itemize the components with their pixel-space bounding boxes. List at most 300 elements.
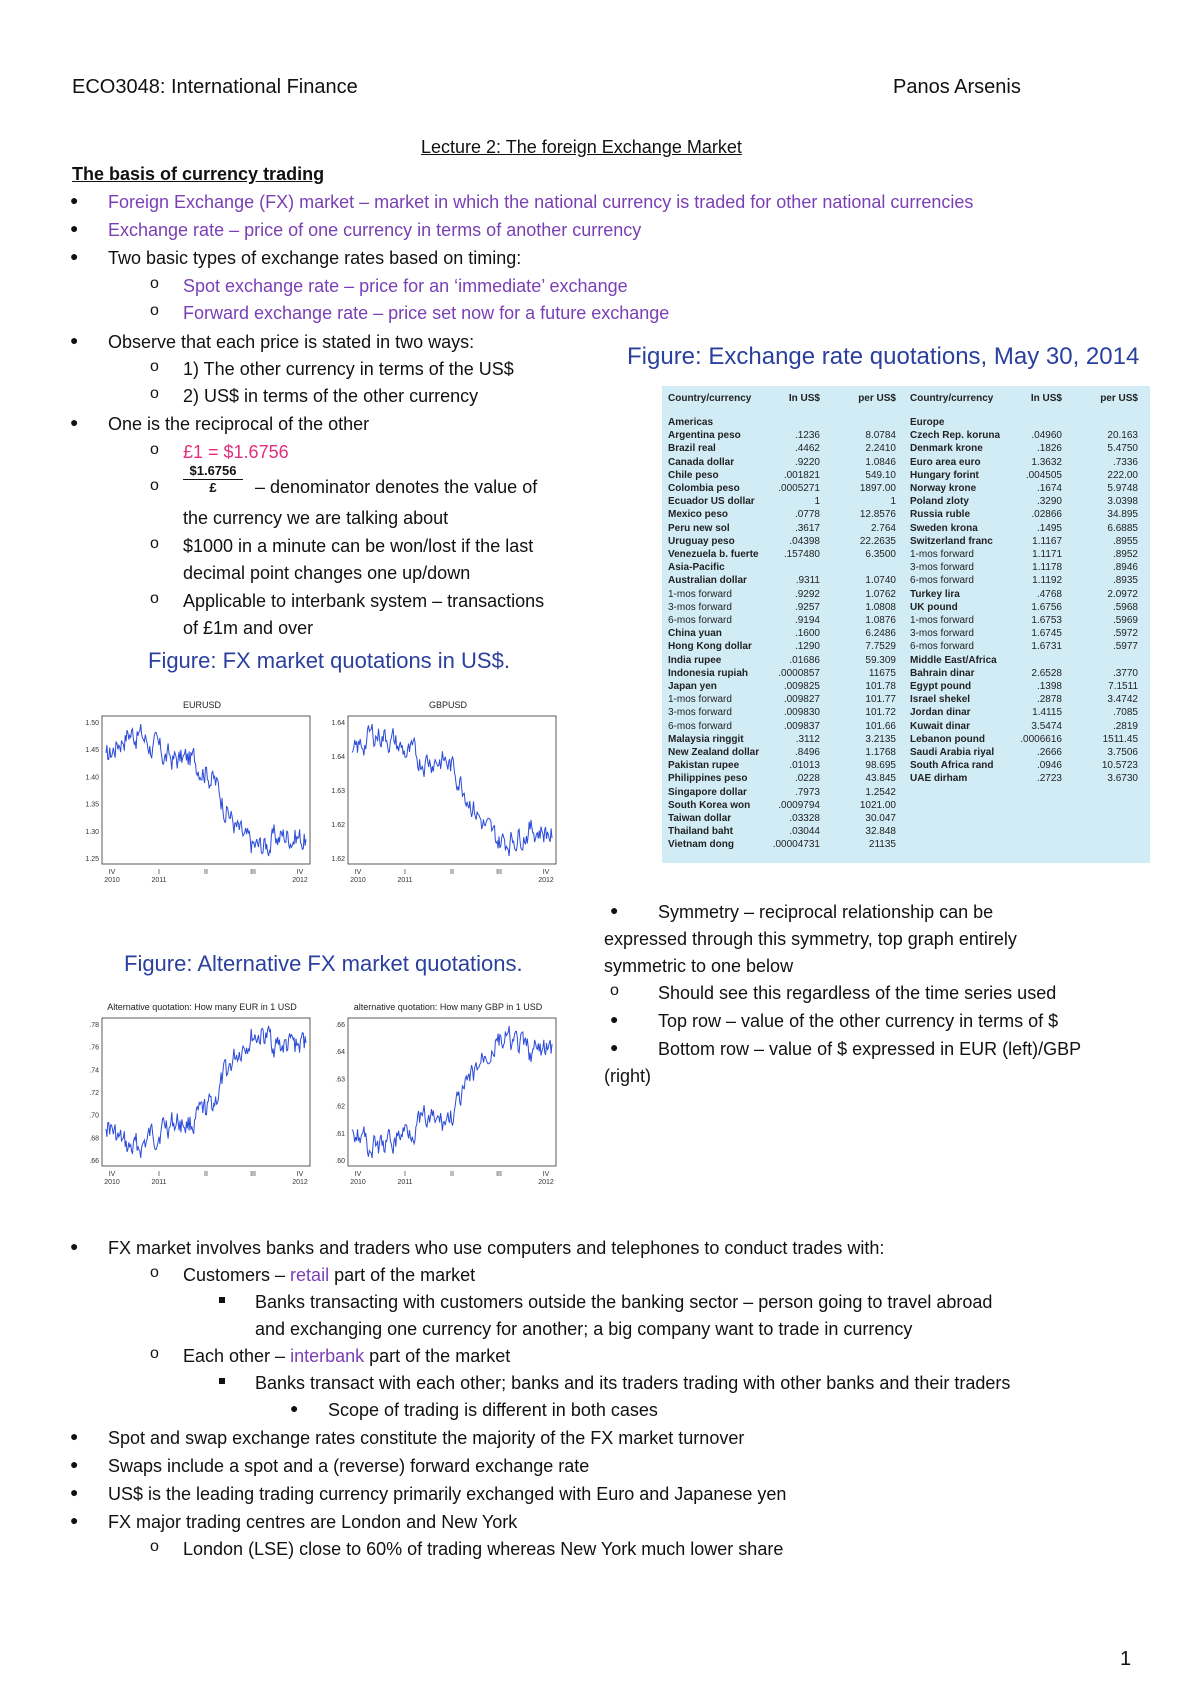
bullet-dot: ● bbox=[70, 414, 79, 430]
y-tick-label: .76 bbox=[89, 1044, 99, 1052]
table-currency: 1-mos forward bbox=[910, 615, 974, 626]
table-value-in-usd: 1.1178 bbox=[1032, 562, 1062, 574]
bullet-banks-customers-1: Banks transacting with customers outside the banking sector – person going to travel abroad bbox=[255, 1292, 993, 1312]
table-value-in-usd: .1398 bbox=[1036, 681, 1062, 692]
sub-bullet: o bbox=[150, 275, 159, 292]
table-value-per-usd: 22.2635 bbox=[859, 535, 896, 547]
y-tick-label: 1.50 bbox=[85, 720, 99, 727]
figure-title: Figure: Alternative FX market quotations. bbox=[124, 951, 523, 976]
table-value-in-usd: .2666 bbox=[1036, 747, 1062, 758]
table-value-per-usd: 6.3500 bbox=[865, 549, 896, 560]
table-value-per-usd: .2819 bbox=[1112, 720, 1138, 732]
bullet-dot: ● bbox=[70, 192, 79, 208]
table-value-per-usd: 5.4750 bbox=[1107, 443, 1138, 455]
sub-bullet: o bbox=[150, 477, 159, 494]
table-value-per-usd: 1.0808 bbox=[865, 601, 896, 613]
table-value-in-usd: .2878 bbox=[1036, 694, 1062, 706]
y-tick-label: 1.62 bbox=[331, 822, 345, 829]
bullet-dot: ● bbox=[70, 1484, 79, 1500]
x-tick-label: 2012 bbox=[292, 877, 308, 884]
table-currency: Ecuador US dollar bbox=[668, 496, 755, 508]
y-tick-label: .66 bbox=[335, 1022, 345, 1029]
table-value-per-usd: 32.848 bbox=[865, 826, 896, 838]
table-value-in-usd: .1826 bbox=[1036, 443, 1062, 455]
table-value-in-usd: .01686 bbox=[789, 654, 820, 666]
table-currency: Pakistan rupee bbox=[668, 760, 740, 772]
table-currency: South Korea won bbox=[668, 799, 751, 811]
table-currency: Peru new sol bbox=[668, 522, 730, 534]
table-currency: China yuan bbox=[668, 628, 722, 640]
table-value-in-usd: .9220 bbox=[794, 456, 820, 468]
symmetry-bottom-row: Bottom row – value of $ expressed in EUR (left)/GBP bbox=[658, 1039, 1082, 1059]
table-currency: Vietnam dong bbox=[668, 839, 734, 851]
bullet-two-ways: Observe that each price is stated in two ways: bbox=[108, 332, 475, 352]
table-value-in-usd: .0228 bbox=[794, 773, 820, 785]
bullet-denominator-line2: the currency we are talking about bbox=[183, 508, 449, 528]
table-currency: Japan yen bbox=[668, 681, 717, 692]
table-currency: 3-mos forward bbox=[910, 562, 974, 574]
bullet-customers bbox=[183, 1264, 475, 1286]
x-tick-label: I bbox=[404, 869, 406, 876]
table-currency: Singapore dollar bbox=[668, 786, 747, 798]
y-tick-label: 1.64 bbox=[331, 754, 345, 761]
table-currency: 6-mos forward bbox=[910, 575, 974, 587]
table-header: Country/currency bbox=[668, 393, 752, 404]
x-tick-label: 2010 bbox=[104, 877, 120, 884]
bullet-1000-line2: decimal point changes one up/down bbox=[183, 563, 471, 583]
table-currency: 3-mos forward bbox=[668, 707, 732, 719]
sub-bullet: o bbox=[150, 590, 159, 607]
bullet-forward-rate: Forward exchange rate – price set now for a future exchange bbox=[183, 303, 670, 323]
symmetry-bottom-row-cont: (right) bbox=[604, 1066, 652, 1086]
x-tick-label: 2010 bbox=[350, 877, 366, 884]
sub-bullet: o bbox=[150, 1264, 159, 1281]
table-currency: 6-mos forward bbox=[668, 720, 732, 732]
table-value-per-usd: 3.2135 bbox=[865, 733, 896, 745]
table-value-in-usd: 1 bbox=[814, 496, 820, 508]
bullet-fx-involves: FX market involves banks and traders who use computers and telephones to conduct trades with: bbox=[108, 1238, 885, 1258]
table-value-in-usd: .04398 bbox=[789, 535, 820, 547]
y-tick-label: 1.45 bbox=[85, 747, 99, 755]
table-value-per-usd: 1.0846 bbox=[865, 456, 896, 468]
table-currency: 3-mos forward bbox=[910, 628, 974, 640]
figure-title: Figure: Exchange rate quotations, May 30, 2014 bbox=[627, 343, 1140, 370]
table-value-per-usd: 1 bbox=[890, 496, 896, 508]
x-tick-label: IV bbox=[296, 869, 304, 876]
sub-bullet: o bbox=[150, 441, 159, 458]
y-tick-label: .68 bbox=[89, 1135, 99, 1143]
bullet-dot: ● bbox=[290, 1400, 299, 1416]
table-value-in-usd: .1600 bbox=[794, 628, 820, 640]
table-value-in-usd: .03328 bbox=[789, 813, 820, 824]
sub-bullet: o bbox=[150, 358, 159, 375]
bullet-trading-centres: FX major trading centres are London and New York bbox=[108, 1512, 518, 1532]
y-tick-label: .78 bbox=[89, 1022, 99, 1029]
table-value-in-usd: .9292 bbox=[794, 588, 820, 600]
bullet-dot: ● bbox=[610, 1011, 619, 1027]
table-value-per-usd: 549.10 bbox=[865, 469, 896, 481]
table-currency: 1-mos forward bbox=[668, 694, 732, 706]
table-currency: Denmark krone bbox=[910, 443, 983, 455]
table-currency: Euro area euro bbox=[910, 456, 981, 468]
bullet-exchange-rate: Exchange rate – price of one currency in terms of another currency bbox=[108, 220, 642, 240]
table-value-per-usd: 1.0876 bbox=[865, 615, 896, 626]
bullet-dot: ● bbox=[70, 220, 79, 236]
table-header: Country/currency bbox=[910, 393, 994, 404]
table-value-in-usd: .00004731 bbox=[772, 839, 820, 851]
table-value-in-usd: .009837 bbox=[783, 720, 820, 732]
table-value-in-usd: 1.1171 bbox=[1032, 549, 1062, 560]
x-tick-label: 2011 bbox=[397, 1179, 413, 1186]
table-currency: Kuwait dinar bbox=[910, 720, 971, 732]
bullet-reciprocal: One is the reciprocal of the other bbox=[108, 414, 370, 434]
table-value-per-usd: .5972 bbox=[1112, 628, 1138, 640]
x-tick-label: II bbox=[204, 869, 208, 876]
table-section: Europe bbox=[910, 417, 945, 428]
table-value-per-usd: 101.78 bbox=[865, 681, 896, 692]
bullet-dot: ● bbox=[610, 902, 619, 918]
table-currency: Uruguay peso bbox=[668, 535, 735, 547]
table-value-in-usd: .001821 bbox=[783, 469, 820, 481]
table-value-in-usd: .8496 bbox=[794, 747, 820, 758]
table-value-in-usd: 1.6731 bbox=[1031, 641, 1062, 653]
bullet-denominator-line1: – denominator denotes the value of bbox=[255, 477, 538, 497]
table-currency: Hong Kong dollar bbox=[668, 641, 752, 653]
bullet-fx-market: Foreign Exchange (FX) market – market in which the national currency is traded for other national currencies bbox=[108, 192, 974, 212]
table-currency: Egypt pound bbox=[910, 681, 972, 692]
table-value-per-usd: 10.5723 bbox=[1101, 760, 1138, 772]
table-currency: Colombia peso bbox=[668, 483, 740, 494]
table-value-per-usd: 3.4742 bbox=[1107, 694, 1138, 706]
table-value-in-usd: .04960 bbox=[1031, 430, 1062, 442]
x-tick-label: IV bbox=[296, 1171, 304, 1178]
table-value-in-usd: 1.1167 bbox=[1032, 535, 1062, 547]
x-tick-label: IV bbox=[108, 869, 116, 876]
table-value-per-usd: 34.895 bbox=[1107, 509, 1138, 521]
table-header: In US$ bbox=[788, 393, 820, 404]
bullet-banks-customers-2: and exchanging one currency for another; a big company want to trade in currency bbox=[255, 1319, 913, 1339]
square-bullet bbox=[219, 1297, 225, 1303]
symmetry-regardless: Should see this regardless of the time series used bbox=[658, 983, 1057, 1003]
fx-quotations-charts bbox=[78, 698, 578, 882]
table-value-in-usd: .157480 bbox=[783, 549, 820, 560]
table-currency: Philippines peso bbox=[668, 773, 748, 785]
customers-label: Customers – bbox=[183, 1265, 291, 1285]
symmetry-line1: Symmetry – reciprocal relationship can be bbox=[658, 902, 994, 922]
bullet-dot: ● bbox=[70, 1428, 79, 1444]
y-tick-label: 1.30 bbox=[85, 828, 99, 836]
table-value-per-usd: 98.695 bbox=[865, 760, 896, 772]
table-value-in-usd: .3112 bbox=[795, 733, 820, 745]
table-currency: 6-mos forward bbox=[910, 641, 974, 653]
square-bullet bbox=[219, 1378, 225, 1384]
bullet-london-share: London (LSE) close to 60% of trading whereas New York much lower share bbox=[183, 1539, 784, 1559]
table-value-in-usd: .03044 bbox=[789, 826, 820, 838]
table-currency: South Africa rand bbox=[910, 760, 994, 772]
each-other-label: Each other – bbox=[183, 1346, 291, 1366]
table-value-per-usd: 1511.45 bbox=[1102, 733, 1138, 745]
table-value-in-usd: 2.6528 bbox=[1031, 667, 1062, 679]
table-currency: Venezuela b. fuerte bbox=[668, 549, 759, 560]
table-value-per-usd: 21135 bbox=[868, 839, 896, 851]
chart-title: EURUSD bbox=[182, 700, 222, 710]
x-tick-label: 2012 bbox=[538, 877, 554, 884]
table-header: per US$ bbox=[1100, 393, 1138, 404]
table-currency: Sweden krona bbox=[910, 522, 978, 534]
table-value-per-usd: 20.163 bbox=[1107, 430, 1138, 442]
table-value-in-usd: .0946 bbox=[1036, 760, 1062, 772]
table-value-in-usd: .9194 bbox=[794, 615, 820, 626]
sub-bullet: o bbox=[610, 982, 619, 999]
x-tick-label: I bbox=[158, 1171, 160, 1178]
table-value-in-usd: .1236 bbox=[794, 430, 820, 442]
symmetry-line3: symmetric to one below bbox=[604, 956, 794, 976]
table-value-per-usd: 43.845 bbox=[865, 773, 896, 785]
table-currency: Canada dollar bbox=[668, 456, 735, 468]
table-value-in-usd: .3617 bbox=[794, 522, 820, 534]
table-value-in-usd: .4462 bbox=[794, 443, 820, 455]
y-tick-label: .62 bbox=[335, 1103, 345, 1111]
chart-title: alternative quotation: How many GBP in 1 USD bbox=[353, 1002, 543, 1012]
table-value-per-usd: 3.6730 bbox=[1107, 773, 1138, 785]
table-value-per-usd: .7336 bbox=[1112, 456, 1138, 468]
x-tick-label: II bbox=[450, 1171, 454, 1178]
table-value-per-usd: 5.9748 bbox=[1107, 483, 1138, 494]
x-tick-label: II bbox=[450, 869, 454, 876]
table-currency: Hungary forint bbox=[910, 469, 979, 481]
table-currency: Turkey lira bbox=[910, 588, 960, 600]
table-value-in-usd: .4768 bbox=[1036, 588, 1062, 600]
table-value-per-usd: 6.6885 bbox=[1107, 522, 1138, 534]
table-value-in-usd: 1.1192 bbox=[1032, 575, 1062, 587]
chart-title: GBPUSD bbox=[428, 700, 468, 710]
author-name: Panos Arsenis bbox=[893, 76, 1021, 98]
fraction-numerator: $1.6756 bbox=[183, 463, 243, 480]
table-currency: Saudi Arabia riyal bbox=[910, 747, 995, 758]
table-currency: 1-mos forward bbox=[668, 588, 732, 600]
table-value-per-usd: .5969 bbox=[1112, 615, 1138, 626]
table-currency: Taiwan dollar bbox=[668, 813, 732, 824]
table-currency: 3-mos forward bbox=[668, 601, 732, 613]
bullet-swaps: Swaps include a spot and a (reverse) forward exchange rate bbox=[108, 1456, 590, 1476]
bullet-two-types: Two basic types of exchange rates based on timing: bbox=[108, 248, 522, 268]
table-value-per-usd: 1.0762 bbox=[865, 588, 896, 600]
table-currency: Chile peso bbox=[668, 469, 719, 481]
figure-title: Figure: FX market quotations in US$. bbox=[148, 648, 510, 673]
table-value-per-usd: 12.8576 bbox=[859, 509, 896, 521]
x-tick-label: II bbox=[204, 1171, 208, 1178]
y-tick-label: 1.63 bbox=[331, 788, 345, 795]
table-section: Middle East/Africa bbox=[910, 654, 997, 666]
sub-bullet: o bbox=[150, 535, 159, 552]
table-currency: Mexico peso bbox=[668, 509, 729, 521]
table-value-in-usd: .009825 bbox=[783, 681, 820, 692]
table-header: per US$ bbox=[858, 393, 896, 404]
table-currency: UK pound bbox=[910, 601, 958, 613]
x-tick-label: IV bbox=[542, 1171, 550, 1178]
section-heading: The basis of currency trading bbox=[72, 164, 325, 184]
table-value-per-usd: 1.0740 bbox=[865, 575, 896, 587]
y-tick-label: .66 bbox=[89, 1158, 99, 1165]
x-tick-label: I bbox=[404, 1171, 406, 1178]
table-currency: Malaysia ringgit bbox=[668, 733, 744, 745]
bullet-way-2: 2) US$ in terms of the other currency bbox=[183, 386, 479, 406]
table-currency: Brazil real bbox=[668, 443, 716, 455]
x-tick-label: III bbox=[496, 869, 502, 876]
table-value-in-usd: .9311 bbox=[795, 575, 820, 587]
table-currency: Czech Rep. koruna bbox=[910, 430, 1001, 442]
y-tick-label: 1.40 bbox=[85, 774, 99, 782]
table-value-in-usd: 1.3632 bbox=[1031, 456, 1062, 468]
table-value-per-usd: .8935 bbox=[1112, 575, 1138, 587]
y-tick-label: 1.62 bbox=[331, 856, 345, 863]
table-currency: Indonesia rupiah bbox=[668, 667, 749, 679]
x-tick-label: IV bbox=[108, 1171, 116, 1178]
table-value-per-usd: 222.00 bbox=[1107, 469, 1138, 481]
bullet-dot: ● bbox=[70, 248, 79, 264]
table-section: Asia-Pacific bbox=[668, 562, 725, 574]
y-tick-label: .72 bbox=[89, 1090, 99, 1097]
table-value-per-usd: 101.72 bbox=[865, 707, 896, 719]
table-value-in-usd: .004505 bbox=[1025, 469, 1062, 481]
x-tick-label: 2012 bbox=[538, 1179, 554, 1186]
table-value-per-usd: 30.047 bbox=[865, 813, 896, 824]
symmetry-line2: expressed through this symmetry, top graph entirely bbox=[604, 929, 1017, 949]
bullet-dot: ● bbox=[610, 1039, 619, 1055]
x-tick-label: 2010 bbox=[350, 1179, 366, 1186]
table-value-in-usd: .0778 bbox=[794, 509, 820, 521]
table-value-per-usd: 7.7529 bbox=[865, 641, 896, 653]
table-value-in-usd: .009827 bbox=[783, 694, 820, 706]
alt-quotations-charts bbox=[78, 1000, 578, 1186]
x-tick-label: III bbox=[496, 1171, 502, 1178]
x-tick-label: 2011 bbox=[151, 1179, 167, 1186]
bullet-usd-leading: US$ is the leading trading currency primarily exchanged with Euro and Japanese yen bbox=[108, 1484, 787, 1504]
page-number: 1 bbox=[1120, 1648, 1132, 1670]
each-other-suffix: part of the market bbox=[364, 1346, 511, 1366]
customers-suffix: part of the market bbox=[329, 1265, 476, 1285]
x-tick-label: I bbox=[158, 869, 160, 876]
table-currency: Israel shekel bbox=[910, 694, 971, 706]
table-value-per-usd: 2.2410 bbox=[865, 443, 896, 455]
x-tick-label: 2011 bbox=[151, 877, 167, 884]
table-currency: 1-mos forward bbox=[910, 549, 974, 560]
table-section: Americas bbox=[668, 417, 714, 428]
y-tick-label: .64 bbox=[335, 1049, 345, 1057]
table-value-per-usd: 2.0972 bbox=[1107, 588, 1138, 600]
bullet-spot-rate: Spot exchange rate – price for an ‘immediate’ exchange bbox=[183, 276, 628, 296]
table-value-per-usd: .7085 bbox=[1112, 707, 1138, 719]
table-value-per-usd: 1897.00 bbox=[859, 483, 896, 494]
table-value-in-usd: 3.5474 bbox=[1031, 720, 1062, 732]
fx-quotations-svg bbox=[78, 698, 578, 882]
table-value-in-usd: 1.6745 bbox=[1031, 628, 1062, 640]
exchange-rate-table bbox=[662, 386, 1150, 863]
chart-title: Alternative quotation: How many EUR in 1 USD bbox=[107, 1002, 297, 1012]
bullet-1000-line1: $1000 in a minute can be won/lost if the last bbox=[183, 536, 534, 556]
table-value-in-usd: .0005271 bbox=[778, 483, 820, 494]
retail-highlight: retail bbox=[290, 1265, 330, 1285]
y-tick-label: .63 bbox=[335, 1076, 345, 1084]
table-header: In US$ bbox=[1030, 393, 1062, 404]
table-value-per-usd: 101.66 bbox=[865, 720, 896, 732]
table-value-in-usd: .1674 bbox=[1036, 483, 1062, 494]
table-value-in-usd: .009830 bbox=[783, 707, 820, 719]
table-currency: Poland zloty bbox=[910, 496, 969, 508]
sub-bullet: o bbox=[150, 1538, 159, 1555]
sub-bullet: o bbox=[150, 1345, 159, 1362]
symmetry-top-row: Top row – value of the other currency in terms of $ bbox=[658, 1011, 1059, 1031]
table-value-in-usd: .3290 bbox=[1036, 496, 1062, 508]
fraction bbox=[183, 463, 243, 495]
x-tick-label: IV bbox=[354, 869, 362, 876]
table-value-per-usd: .8952 bbox=[1112, 549, 1138, 560]
bullet-scope: Scope of trading is different in both cases bbox=[328, 1400, 658, 1420]
table-value-in-usd: .0006616 bbox=[1020, 733, 1062, 745]
bullet-dot: ● bbox=[70, 1238, 79, 1254]
y-tick-label: 1.64 bbox=[331, 720, 345, 727]
table-currency: Lebanon pound bbox=[910, 733, 985, 745]
table-currency: New Zealand dollar bbox=[668, 747, 760, 758]
table-value-per-usd: 11675 bbox=[868, 667, 896, 679]
y-tick-label: 1.35 bbox=[85, 801, 99, 809]
bullet-dot: ● bbox=[70, 332, 79, 348]
table-value-per-usd: 2.764 bbox=[870, 522, 896, 534]
x-tick-label: 2011 bbox=[397, 877, 413, 884]
table-value-per-usd: 3.7506 bbox=[1107, 747, 1138, 758]
x-tick-label: IV bbox=[354, 1171, 362, 1178]
table-value-per-usd: 59.309 bbox=[865, 654, 896, 666]
fraction-denominator: £ bbox=[209, 480, 217, 495]
table-value-in-usd: .9257 bbox=[794, 601, 820, 613]
bullet-interbank-line2: of £1m and over bbox=[183, 618, 314, 638]
table-value-in-usd: 1.6756 bbox=[1031, 601, 1062, 613]
table-currency: Bahrain dinar bbox=[910, 667, 975, 679]
x-tick-label: III bbox=[250, 869, 256, 876]
table-currency: Australian dollar bbox=[668, 575, 747, 587]
table-value-per-usd: .3770 bbox=[1112, 667, 1138, 679]
x-tick-label: 2012 bbox=[292, 1179, 308, 1186]
table-value-in-usd: .0009794 bbox=[778, 799, 820, 811]
table-value-in-usd: .7973 bbox=[794, 786, 820, 798]
table-value-per-usd: 7.1511 bbox=[1108, 681, 1138, 692]
table-value-per-usd: .5977 bbox=[1112, 641, 1138, 653]
table-value-per-usd: 8.0784 bbox=[865, 430, 896, 442]
y-tick-label: .74 bbox=[89, 1067, 99, 1075]
bullet-dot: ● bbox=[70, 1456, 79, 1472]
alt-quotations-svg bbox=[78, 1000, 578, 1186]
table-value-in-usd: .01013 bbox=[789, 760, 820, 772]
bullet-gbp-rate: £1 = $1.6756 bbox=[183, 442, 289, 462]
x-tick-label: 2010 bbox=[104, 1179, 120, 1186]
bullet-way-1: 1) The other currency in terms of the US$ bbox=[183, 359, 514, 379]
y-tick-label: .60 bbox=[335, 1158, 345, 1165]
table-value-in-usd: 1.6753 bbox=[1031, 615, 1062, 626]
table-currency: UAE dirham bbox=[910, 773, 968, 785]
table-currency: Jordan dinar bbox=[910, 707, 971, 719]
y-tick-label: 1.25 bbox=[85, 856, 99, 863]
bullet-interbank-line1: Applicable to interbank system – transactions bbox=[183, 591, 545, 611]
table-value-per-usd: 6.2486 bbox=[865, 628, 896, 640]
table-currency: Argentina peso bbox=[668, 430, 741, 442]
x-tick-label: III bbox=[250, 1171, 256, 1178]
lecture-title: Lecture 2: The foreign Exchange Market bbox=[421, 137, 742, 157]
table-value-in-usd: .0000857 bbox=[778, 667, 820, 679]
sub-bullet: o bbox=[150, 302, 159, 319]
table-currency: Russia ruble bbox=[910, 509, 971, 521]
table-currency: Norway krone bbox=[910, 483, 977, 494]
bullet-banks-each-other: Banks transact with each other; banks and its traders trading with other banks and their traders bbox=[255, 1373, 1011, 1393]
